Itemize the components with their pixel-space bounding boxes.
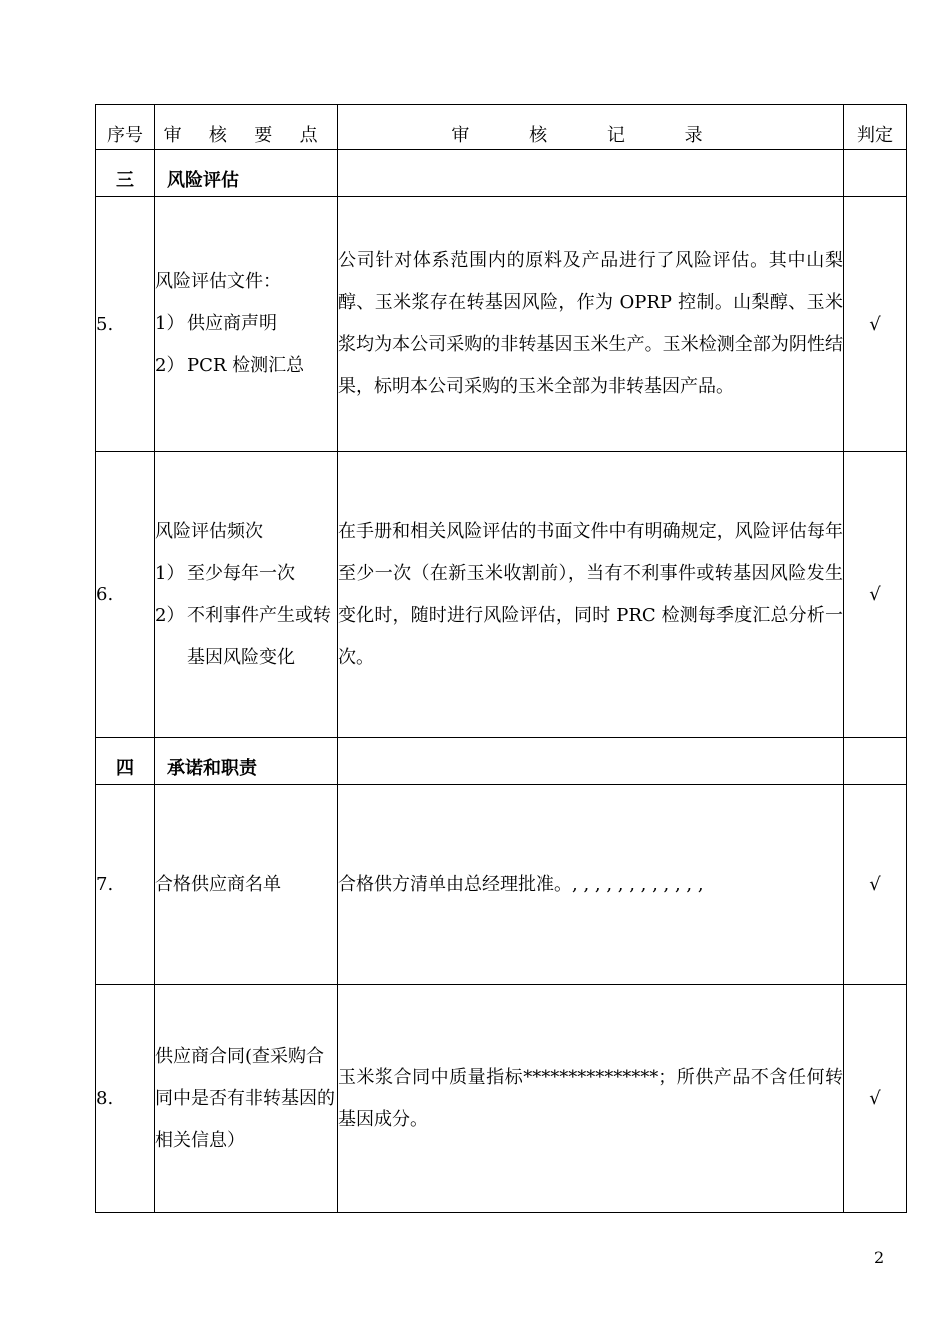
- section-title: 风险评估: [155, 150, 338, 197]
- judgment-check: √: [844, 452, 907, 738]
- audit-point-list: [155, 553, 337, 679]
- table-row: [96, 452, 907, 738]
- header-audit-record: 审 核 记 录: [338, 105, 844, 150]
- audit-point-title: 风险评估频次: [155, 520, 263, 542]
- header-row: [96, 105, 907, 150]
- audit-point-list: [155, 303, 337, 387]
- list-item: 2） PCR 检测汇总: [155, 355, 305, 376]
- header-audit-point: 审 核 要 点: [155, 105, 338, 150]
- list-item: 1） 至少每年一次: [155, 562, 295, 584]
- judgment-check: √: [844, 197, 907, 452]
- list-item: 2） 不利事件产生或转基因风险变化: [155, 604, 331, 668]
- judgment-check: √: [844, 785, 907, 985]
- audit-point: [155, 452, 338, 738]
- row-no: 5.: [96, 197, 155, 452]
- audit-point-title: 风险评估文件：: [155, 271, 281, 292]
- header-judgment: 判定: [844, 105, 907, 150]
- header-no: 序号: [96, 105, 155, 150]
- section-title: 承诺和职责: [155, 738, 338, 785]
- section-row: [96, 738, 907, 785]
- table-row: [96, 197, 907, 452]
- list-item: 1） 供应商声明: [155, 313, 277, 334]
- audit-point: 合格供应商名单: [155, 785, 338, 985]
- audit-record: 公司针对体系范围内的原料及产品进行了风险评估。其中山梨醇、玉米浆存在转基因风险，作为 OPRP 控制。山梨醇、玉米浆均为本公司采购的非转基因玉米生产。玉米检测全部为阴性结果，标明本公司采购的玉米全部为非转基因产品。: [338, 197, 844, 452]
- audit-record: 在手册和相关风险评估的书面文件中有明确规定，风险评估每年至少一次（在新玉米收割前），当有不利事件或转基因风险发生变化时，随时进行风险评估，同时 PRC 检测每季度汇总分析一次。: [338, 452, 844, 738]
- audit-record: 玉米浆合同中质量指标***************；所供产品不含任何转基因成分。: [338, 985, 844, 1213]
- section-row: [96, 150, 907, 197]
- section-no: 三: [96, 150, 155, 197]
- judgment-check: √: [844, 985, 907, 1213]
- audit-point: [155, 197, 338, 452]
- page-number: 2: [874, 1248, 885, 1267]
- row-no: 6.: [96, 452, 155, 738]
- audit-point: 供应商合同(查采购合同中是否有非转基因的相关信息）: [155, 985, 338, 1213]
- audit-table: [95, 104, 907, 1213]
- table-row: [96, 985, 907, 1213]
- section-no: 四: [96, 738, 155, 785]
- row-no: 8.: [96, 985, 155, 1213]
- row-no: 7.: [96, 785, 155, 985]
- table-row: [96, 785, 907, 985]
- audit-record: 合格供方清单由总经理批准。, , , , , , , , , , , ,: [338, 785, 844, 985]
